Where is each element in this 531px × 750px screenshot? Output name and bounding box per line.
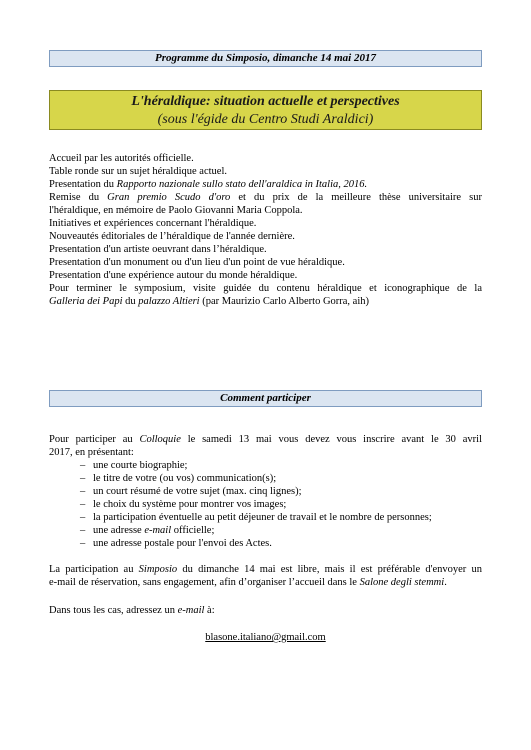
text: du	[122, 296, 139, 307]
text: officielle;	[171, 525, 215, 536]
italic-text: e-mail	[177, 605, 205, 616]
italic-text: palazzo Altieri	[138, 296, 200, 307]
dash-bullet: –	[80, 460, 86, 471]
intro-line	[49, 433, 482, 446]
programme-item: Accueil par les autorités officielle.	[49, 153, 194, 164]
italic-text: Colloquie	[139, 434, 181, 445]
text: une adresse	[93, 525, 145, 536]
programme-list	[49, 152, 482, 308]
text: Pour participer au	[49, 434, 140, 445]
text: La participation au	[49, 564, 139, 575]
text: Remise du	[49, 192, 108, 203]
text: le titre de votre (ou vos) communication(s);	[93, 473, 277, 484]
paragraph-line	[49, 604, 482, 617]
text: e-mail de réservation, sans engagement, afin d’organiser l’accueil dans le	[49, 577, 360, 588]
list-item	[80, 537, 482, 550]
paragraph-line	[49, 576, 482, 589]
programme-item-cont: l'héraldique, en mémoire de Paolo Giovanni Maria Coppola.	[49, 205, 303, 216]
italic-text: Simposio	[138, 564, 178, 575]
participate-heading: Comment participer	[220, 392, 311, 404]
programme-item: Nouveautés éditoriales de l’héraldique de l'année dernière.	[49, 231, 295, 242]
text: Presentation du	[49, 179, 117, 190]
programme-item	[49, 178, 482, 191]
list-item	[80, 498, 482, 511]
email-link[interactable]: blasone.italiano@gmail.com	[205, 632, 326, 643]
programme-item: Presentation d'un artiste oeuvrant dans l’héraldique.	[49, 244, 267, 255]
paragraph-line	[49, 563, 482, 576]
dash-bullet: –	[80, 512, 86, 523]
text: la participation éventuelle au petit déjeuner de travail et le nombre de personnes;	[93, 512, 432, 523]
text: Dans tous les cas, adressez un	[49, 605, 178, 616]
italic-text: Galleria dei Papi	[49, 296, 123, 307]
final-instruction	[49, 604, 482, 617]
italic-text: e-mail	[144, 525, 172, 536]
banner-bold: Simposio	[225, 52, 268, 64]
programme-item: Presentation d'un monument ou d'un lieu d'un point de vue héraldique.	[49, 257, 345, 268]
dash-bullet: –	[80, 499, 86, 510]
text: du dimanche 14 mai est libre, mais il est préférable d'envoyer un	[177, 564, 482, 575]
participate-intro	[49, 433, 482, 550]
programme-item: Table ronde sur un sujet héraldique actuel.	[49, 166, 227, 177]
dash-bullet: –	[80, 486, 86, 497]
list-item	[80, 459, 482, 472]
programme-banner	[49, 50, 482, 67]
text: et du prix de la meilleure thèse universitaire sur	[230, 192, 482, 203]
list-item	[80, 511, 482, 524]
participation-paragraph	[49, 563, 482, 589]
dash-bullet: –	[80, 538, 86, 549]
programme-item: Initiatives et expériences concernant l'héraldique.	[49, 218, 257, 229]
requirements-list	[49, 459, 482, 550]
programme-item: Presentation d'une expérience autour du monde héraldique.	[49, 270, 298, 281]
contact-email	[0, 631, 531, 644]
programme-item: Pour terminer le symposium, visite guidée du contenu héraldique et iconographique de la	[49, 283, 482, 294]
dash-bullet: –	[80, 473, 86, 484]
italic-text: Salone degli stemmi	[359, 577, 445, 588]
text: .	[444, 577, 447, 588]
programme-item	[49, 191, 482, 204]
text: le choix du système pour montrer vos images;	[93, 499, 287, 510]
text: une adresse postale pour l'envoi des Actes.	[93, 538, 272, 549]
text: (par Maurizio Carlo Alberto Gorra, aih)	[199, 296, 370, 307]
list-item	[80, 472, 482, 485]
italic-text: Rapporto nazionale sullo stato dell'araldica in Italia, 2016.	[116, 179, 368, 190]
list-item	[80, 485, 482, 498]
intro-line: 2017, en présentant:	[49, 447, 134, 458]
text: un court résumé de votre sujet (max. cinq lignes);	[93, 486, 302, 497]
banner-suffix: , dimanche 14 mai 2017	[267, 52, 376, 64]
text: le samedi 13 mai vous devez vous inscrire avant le 30 avril	[180, 434, 482, 445]
text: une courte biographie;	[93, 460, 188, 471]
programme-item-cont	[49, 295, 482, 308]
title-line1: L'héraldique: situation actuelle et perspectives	[131, 94, 400, 109]
title-banner	[49, 90, 482, 130]
text: à:	[204, 605, 215, 616]
banner-prefix: Programme du	[155, 52, 226, 64]
title-line2: (sous l'égide du Centro Studi Araldici)	[157, 112, 374, 127]
italic-text: Gran premio Scudo d'oro	[107, 192, 231, 203]
dash-bullet: –	[80, 525, 86, 536]
list-item	[80, 524, 482, 537]
participate-banner	[49, 390, 482, 407]
